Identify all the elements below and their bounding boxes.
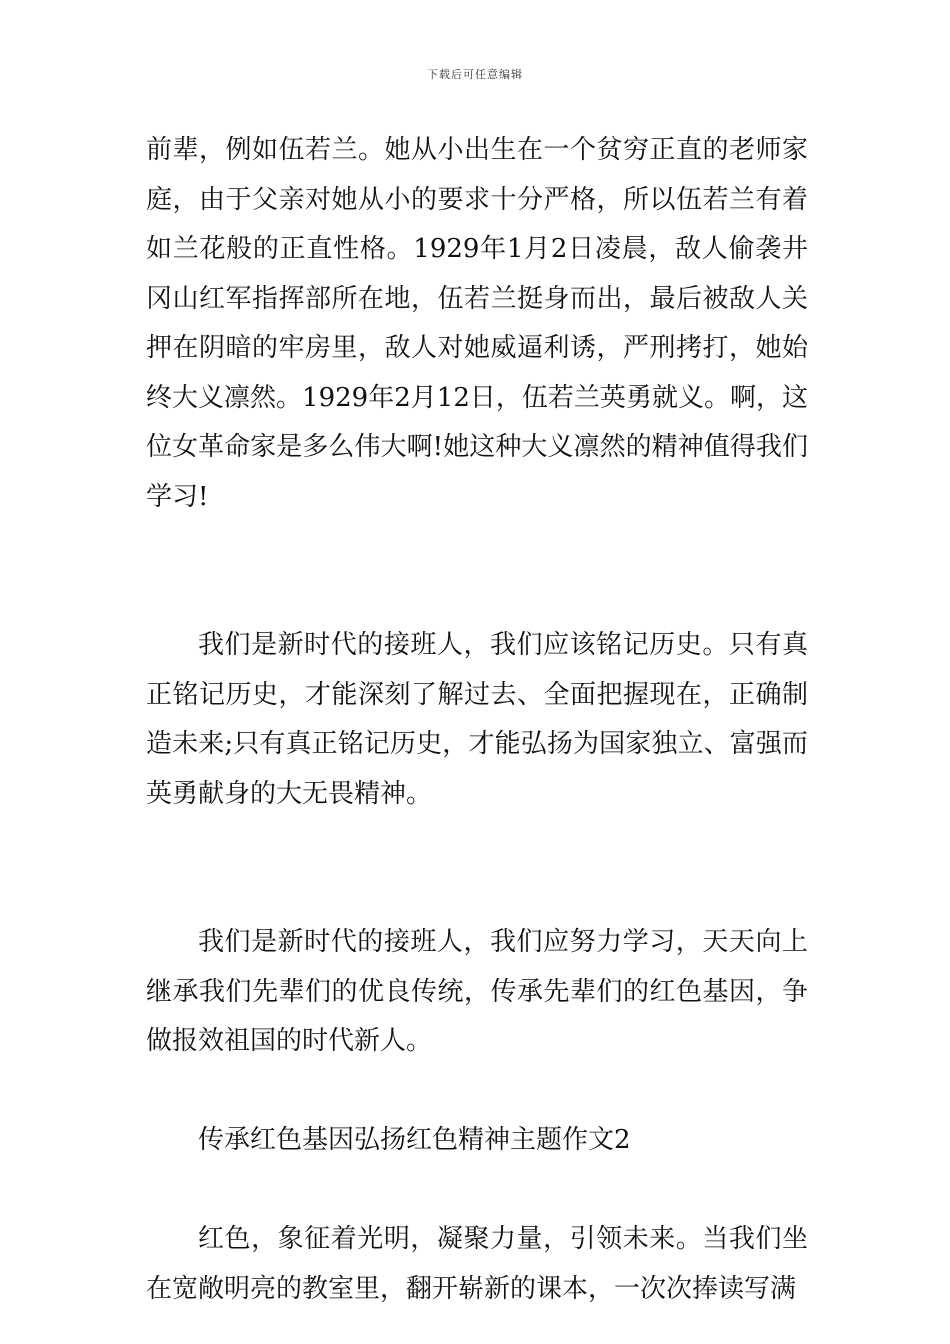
paragraph-spacer <box>146 522 808 621</box>
page-header-note: 下载后可任意编辑 <box>427 68 523 81</box>
paragraph-3: 我们是新时代的接班人，我们应努力学习，天天向上继承我们先辈们的优良传统，传承先辈们的红色基因，争做报效祖国的时代新人。 <box>146 927 808 1056</box>
paragraph-spacer <box>146 819 808 918</box>
section-title: 传承红色基因弘扬红色精神主题作文2 <box>198 1125 631 1155</box>
paragraph-2: 我们是新时代的接班人，我们应该铭记历史。只有真正铭记历史，才能深刻了解过去、全面把握现在，正确制造未来;只有真正铭记历史，才能弘扬为国家独立、富强而英勇献身的大无畏精神。 <box>146 630 808 809</box>
document-body <box>146 126 808 1314</box>
paragraph-spacer <box>146 1166 808 1216</box>
paragraph-1: 前辈，例如伍若兰。她从小出生在一个贫穷正直的老师家庭，由于父亲对她从小的要求十分严格，所以伍若兰有着如兰花般的正直性格。1929年1月2日凌晨，敌人偷袭井冈山红军指挥部所在地，伍若兰挺身而出，最后被敌人关押在阴暗的牢房里，敌人对她威逼利诱，严刑拷打，她始终大义凛然。1929年2月12日，伍若兰英勇就义。啊，这位女革命家是多么伟大啊!她这种大义凛然的精神值得我们学习! <box>146 135 808 512</box>
paragraph-4: 红色，象征着光明，凝聚力量，引领未来。当我们坐在宽敞明亮的教室里，翻开崭新的课本，一次次捧读写满 <box>146 1224 808 1304</box>
paragraph-spacer <box>146 1067 808 1117</box>
